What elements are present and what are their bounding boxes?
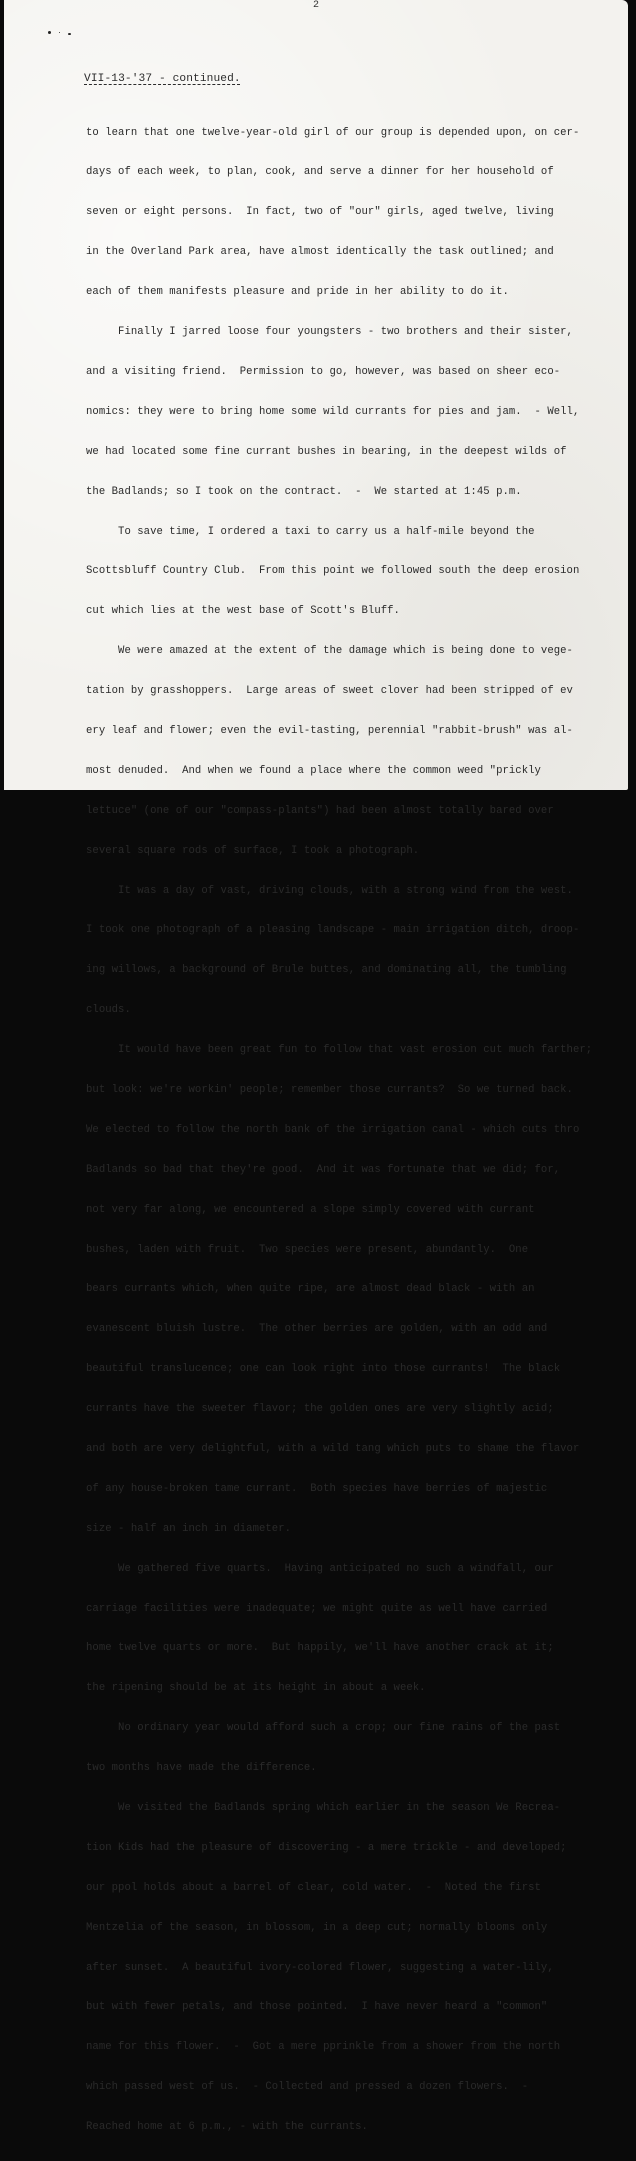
text-line: and both are very delightful, with a wild tang which puts to shame the flavor xyxy=(86,1442,580,1455)
entry-heading: VII-13-'37 - continued. xyxy=(84,73,241,85)
text-line: Reached home at 6 p.m., - with the currants. xyxy=(86,2121,368,2134)
text-line: our ppol holds about a barrel of clear, cold water. - Noted the first xyxy=(86,1881,541,1894)
text-line: in the Overland Park area, have almost identically the task outlined; and xyxy=(86,246,554,259)
text-line: It would have been great fun to follow that vast erosion cut much farther; xyxy=(86,1044,593,1057)
text-line: the ripening should be at its height in about a week. xyxy=(86,1682,426,1695)
text-line: home twelve quarts or more. But happily, we'll have another crack at it; xyxy=(86,1642,554,1655)
text-line: cut which lies at the west base of Scott's Bluff. xyxy=(86,605,400,618)
text-line: To save time, I ordered a taxi to carry us a half-mile beyond the xyxy=(86,525,535,538)
text-line: Mentzelia of the season, in blossom, in a deep cut; normally blooms only xyxy=(86,1921,548,1934)
text-line: of any house-broken tame currant. Both species have berries of majestic xyxy=(86,1482,548,1495)
ink-speck xyxy=(68,33,71,35)
text-line: but look: we're workin' people; remember those currants? So we turned back. xyxy=(86,1083,573,1096)
text-line: to learn that one twelve-year-old girl of our group is depended upon, on cer- xyxy=(86,126,580,139)
text-line: size - half an inch in diameter. xyxy=(86,1522,292,1535)
text-line: nomics: they were to bring home some wild currants for pies and jam. - Well, xyxy=(86,405,580,418)
text-line: clouds. xyxy=(86,1004,131,1017)
text-line: bears currants which, when quite ripe, are almost dead black - with an xyxy=(86,1283,535,1296)
text-line: most denuded. And when we found a place where the common weed "prickly xyxy=(86,764,541,777)
text-line: which passed west of us. - Collected and pressed a dozen flowers. - xyxy=(86,2081,529,2094)
text-line: name for this flower. - Got a mere pprinkle from a shower from the north xyxy=(86,2041,561,2054)
text-line: beautiful translucence; one can look right into those currants! The black xyxy=(86,1363,561,1376)
text-line: we had located some fine currant bushes in bearing, in the deepest wilds of xyxy=(86,445,567,458)
text-line: several square rods of surface, I took a photograph. xyxy=(86,844,420,857)
text-line: ery leaf and flower; even the evil-tasting, perennial "rabbit-brush" was al- xyxy=(86,724,573,737)
journal-body xyxy=(86,100,626,2161)
text-line: lettuce" (one of our "compass-plants") had been almost totally bared over xyxy=(86,804,554,817)
text-line: carriage facilities were inadequate; we might quite as well have carried xyxy=(86,1602,548,1615)
typewritten-page xyxy=(4,0,628,2134)
text-line: It was a day of vast, driving clouds, with a strong wind from the west. xyxy=(86,884,573,897)
text-line: not very far along, we encountered a slope simply covered with currant xyxy=(86,1203,535,1216)
text-line: We elected to follow the north bank of the irrigation canal - which cuts thro xyxy=(86,1123,580,1136)
text-line: bushes, laden with fruit. Two species were present, abundantly. One xyxy=(86,1243,529,1256)
text-line: Finally I jarred loose four youngsters - two brothers and their sister, xyxy=(86,326,573,339)
ink-speck xyxy=(59,32,60,33)
text-line: days of each week, to plan, cook, and serve a dinner for her household of xyxy=(86,166,554,179)
page-number: 2 xyxy=(312,0,319,11)
text-line: ing willows, a background of Brule buttes, and dominating all, the tumbling xyxy=(86,964,567,977)
text-line: I took one photograph of a pleasing landscape - main irrigation ditch, droop- xyxy=(86,924,580,937)
text-line: two months have made the difference. xyxy=(86,1762,317,1775)
text-line: tation by grasshoppers. Large areas of sweet clover had been stripped of ev xyxy=(86,685,573,698)
text-line: evanescent bluish lustre. The other berries are golden, with an odd and xyxy=(86,1323,548,1336)
text-line: the Badlands; so I took on the contract. - We started at 1:45 p.m. xyxy=(86,485,522,498)
text-line: after sunset. A beautiful ivory-colored flower, suggesting a water-lily, xyxy=(86,1961,554,1974)
text-line: We were amazed at the extent of the damage which is being done to vege- xyxy=(86,645,573,658)
text-line: currants have the sweeter flavor; the golden ones are very slightly acid; xyxy=(86,1403,554,1416)
text-line: Badlands so bad that they're good. And it was fortunate that we did; for, xyxy=(86,1163,561,1176)
text-line: each of them manifests pleasure and pride in her ability to do it. xyxy=(86,286,509,299)
text-line: seven or eight persons. In fact, two of "our" girls, aged twelve, living xyxy=(86,206,554,219)
text-line: We visited the Badlands spring which earlier in the season We Recrea- xyxy=(86,1802,561,1814)
text-line: tion Kids had the pleasure of discovering - a mere trickle - and developed; xyxy=(86,1841,567,1854)
text-line: No ordinary year would afford such a crop; our fine rains of the past xyxy=(86,1722,561,1735)
text-line: Scottsbluff Country Club. From this point we followed south the deep erosion xyxy=(86,565,580,578)
text-line: and a visiting friend. Permission to go, however, was based on sheer eco- xyxy=(86,365,561,378)
ink-speck xyxy=(48,31,51,34)
text-line: but with fewer petals, and those pointed. I have never heard a "common" xyxy=(86,2001,548,2014)
text-line: We gathered five quarts. Having anticipated no such a windfall, our xyxy=(86,1562,554,1575)
